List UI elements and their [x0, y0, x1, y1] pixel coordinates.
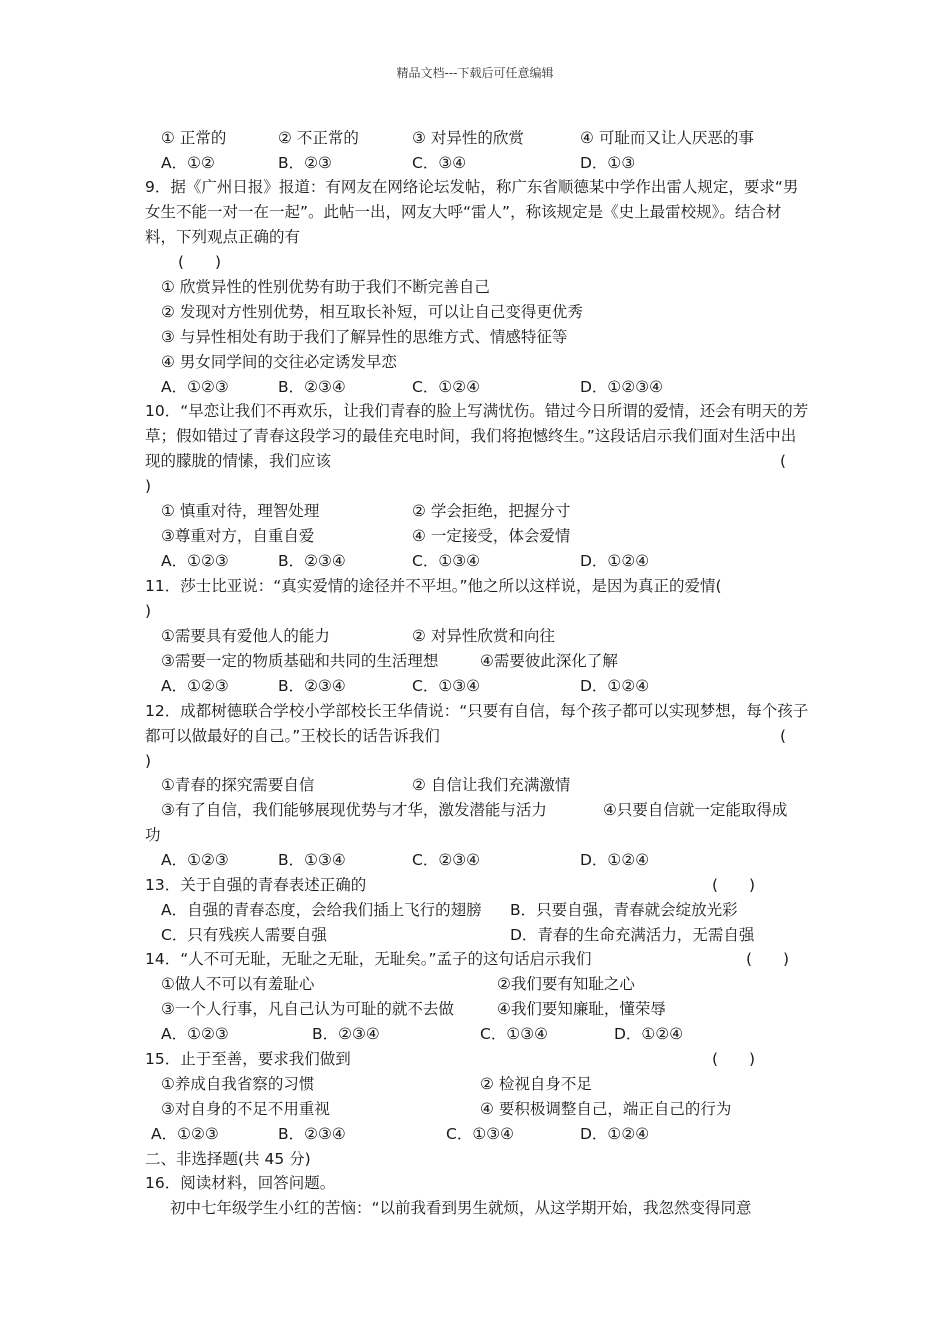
- choice-c: C．①②④: [412, 378, 481, 396]
- statement-2: ② 不正常的: [278, 129, 359, 147]
- choice-b: B．②③④: [278, 1125, 346, 1143]
- choice-a: A．①②③: [161, 677, 229, 695]
- question-stem: 14．“人不可无耻，无耻之无耻，无耻矣。”孟子的这句话启示我们: [145, 950, 592, 968]
- choice-c: C．①③④: [412, 552, 481, 570]
- statement-3: ③有了自信，我们能够展现优势与才华，激发潜能与活力: [161, 801, 547, 819]
- statement-4-continued: 功: [145, 826, 161, 844]
- choice-c: C．③④: [412, 154, 467, 172]
- question-stem: 12．成都树德联合学校小学部校长王华倩说：“只要有自信，每个孩子都可以实现梦想，每个孩子都可以做最好的自己。”王校长的话告诉我们: [145, 702, 809, 745]
- choice-a: A．①②③: [161, 552, 229, 570]
- choice-b: B．①③④: [278, 851, 346, 869]
- choice-a: A．①②③: [151, 1125, 219, 1143]
- statement-2: ② 对异性欣赏和向往: [412, 627, 555, 645]
- choice-b: B．②③④: [278, 677, 346, 695]
- statement-3: ③尊重对方，自重自爱: [161, 527, 315, 545]
- statement-1: ①做人不可以有羞耻心: [161, 975, 315, 993]
- answer-paren: ( ): [712, 1050, 756, 1068]
- page-header: 精品文档---下载后可任意编辑: [396, 66, 554, 80]
- choice-a: A．①②③: [161, 851, 229, 869]
- choice-b: B．②③: [278, 154, 332, 172]
- question-stem: 16．阅读材料，回答问题。: [145, 1174, 336, 1192]
- statement-2: ② 检视自身不足: [480, 1075, 592, 1093]
- choice-d: D．①②④: [580, 552, 650, 570]
- answer-paren-close: ): [145, 602, 152, 620]
- statement-1: ①养成自我省察的习惯: [161, 1075, 315, 1093]
- section-heading: 二、非选择题(共 45 分): [145, 1150, 311, 1168]
- choice-d: D．①②④: [580, 1125, 650, 1143]
- answer-paren: ( ): [178, 253, 222, 271]
- statement-4: ④我们要知廉耻，懂荣辱: [497, 1000, 666, 1018]
- choice-d: D．①②③④: [580, 378, 664, 396]
- statement-2: ②我们要有知耻之心: [497, 975, 635, 993]
- statement-1: ①需要具有爱他人的能力: [161, 627, 330, 645]
- question-stem: 13．关于自强的青春表述正确的: [145, 876, 367, 894]
- choice-c: C．①③④: [480, 1025, 549, 1043]
- statement-3: ③一个人行事，凡自己认为可耻的就不去做: [161, 1000, 454, 1018]
- statement-2: ② 发现对方性别优势，相互取长补短，可以让自己变得更优秀: [161, 303, 583, 321]
- choice-d: D．①②④: [580, 851, 650, 869]
- statement-1: ①青春的探究需要自信: [161, 776, 315, 794]
- statement-3: ③ 与异性相处有助于我们了解异性的思维方式、情感特征等: [161, 328, 568, 346]
- choice-d: D．①②④: [614, 1025, 684, 1043]
- statement-1: ① 慎重对待，理智处理: [161, 502, 320, 520]
- choice-c: C．②③④: [412, 851, 481, 869]
- choice-c: C．只有残疾人需要自强: [161, 926, 327, 944]
- answer-paren-open: (: [780, 452, 787, 470]
- statement-2: ② 自信让我们充满激情: [412, 776, 571, 794]
- answer-paren: ( ): [712, 876, 756, 894]
- statement-4: ④ 要积极调整自己，端正自己的行为: [480, 1100, 732, 1118]
- statement-1: ① 正常的: [161, 129, 227, 147]
- question-stem: 11．莎士比亚说：“真实爱情的途径并不平坦。”他之所以这样说，是因为真正的爱情(: [145, 577, 722, 595]
- choice-b: B．②③④: [312, 1025, 380, 1043]
- choice-b: B．②③④: [278, 552, 346, 570]
- statement-2: ② 学会拒绝，把握分寸: [412, 502, 571, 520]
- statement-4: ④ 男女同学间的交往必定诱发早恋: [161, 353, 397, 371]
- choice-a: A．①②: [161, 154, 215, 172]
- question-stem: 9．据《广州日报》报道：有网友在网络论坛发帖，称广东省顺德某中学作出雷人规定，要求“男女生不能一对一在一起”。此帖一出，网友大呼“雷人”，称该规定是《史上最雷校规》。结合材料，下列观点正确的有: [145, 178, 799, 246]
- choice-a: A．①②③: [161, 1025, 229, 1043]
- answer-paren-close: ): [145, 752, 152, 770]
- question-stem: 15．止于至善，要求我们做到: [145, 1050, 351, 1068]
- choice-d: D．①③: [580, 154, 636, 172]
- choice-c: C．①③④: [446, 1125, 515, 1143]
- answer-paren-open: (: [780, 727, 787, 745]
- statement-3: ③对自身的不足不用重视: [161, 1100, 330, 1118]
- statement-4: ④只要自信就一定能取得成: [603, 801, 788, 819]
- choice-d: D．①②④: [580, 677, 650, 695]
- choice-a: A．自强的青春态度，会给我们插上飞行的翅膀: [161, 901, 482, 919]
- choice-d: D．青春的生命充满活力，无需自强: [510, 926, 755, 944]
- choice-b: B．只要自强，青春就会绽放光彩: [510, 901, 738, 919]
- choice-a: A．①②③: [161, 378, 229, 396]
- choice-c: C．①③④: [412, 677, 481, 695]
- reading-material: 初中七年级学生小红的苦恼：“以前我看到男生就烦，从这学期开始，我忽然变得同意: [170, 1199, 752, 1217]
- statement-4: ④ 可耻而又让人厌恶的事: [580, 129, 754, 147]
- choice-b: B．②③④: [278, 378, 346, 396]
- statement-3: ③需要一定的物质基础和共同的生活理想: [161, 652, 439, 670]
- statement-3: ③ 对异性的欣赏: [412, 129, 524, 147]
- statement-4: ④ 一定接受，体会爱情: [412, 527, 571, 545]
- statement-4: ④需要彼此深化了解: [480, 652, 618, 670]
- statement-1: ① 欣赏异性的性别优势有助于我们不断完善自己: [161, 278, 490, 296]
- question-stem: 10．“早恋让我们不再欢乐，让我们青春的脸上写满忧伤。错过今日所谓的爱情，还会有明天的芳草；假如错过了青春这段学习的最佳充电时间，我们将抱憾终生。”这段话启示我们面对生活中出现的朦胧的情愫，我们应该: [145, 402, 809, 470]
- answer-paren: ( ): [746, 950, 790, 968]
- answer-paren-close: ): [145, 477, 152, 495]
